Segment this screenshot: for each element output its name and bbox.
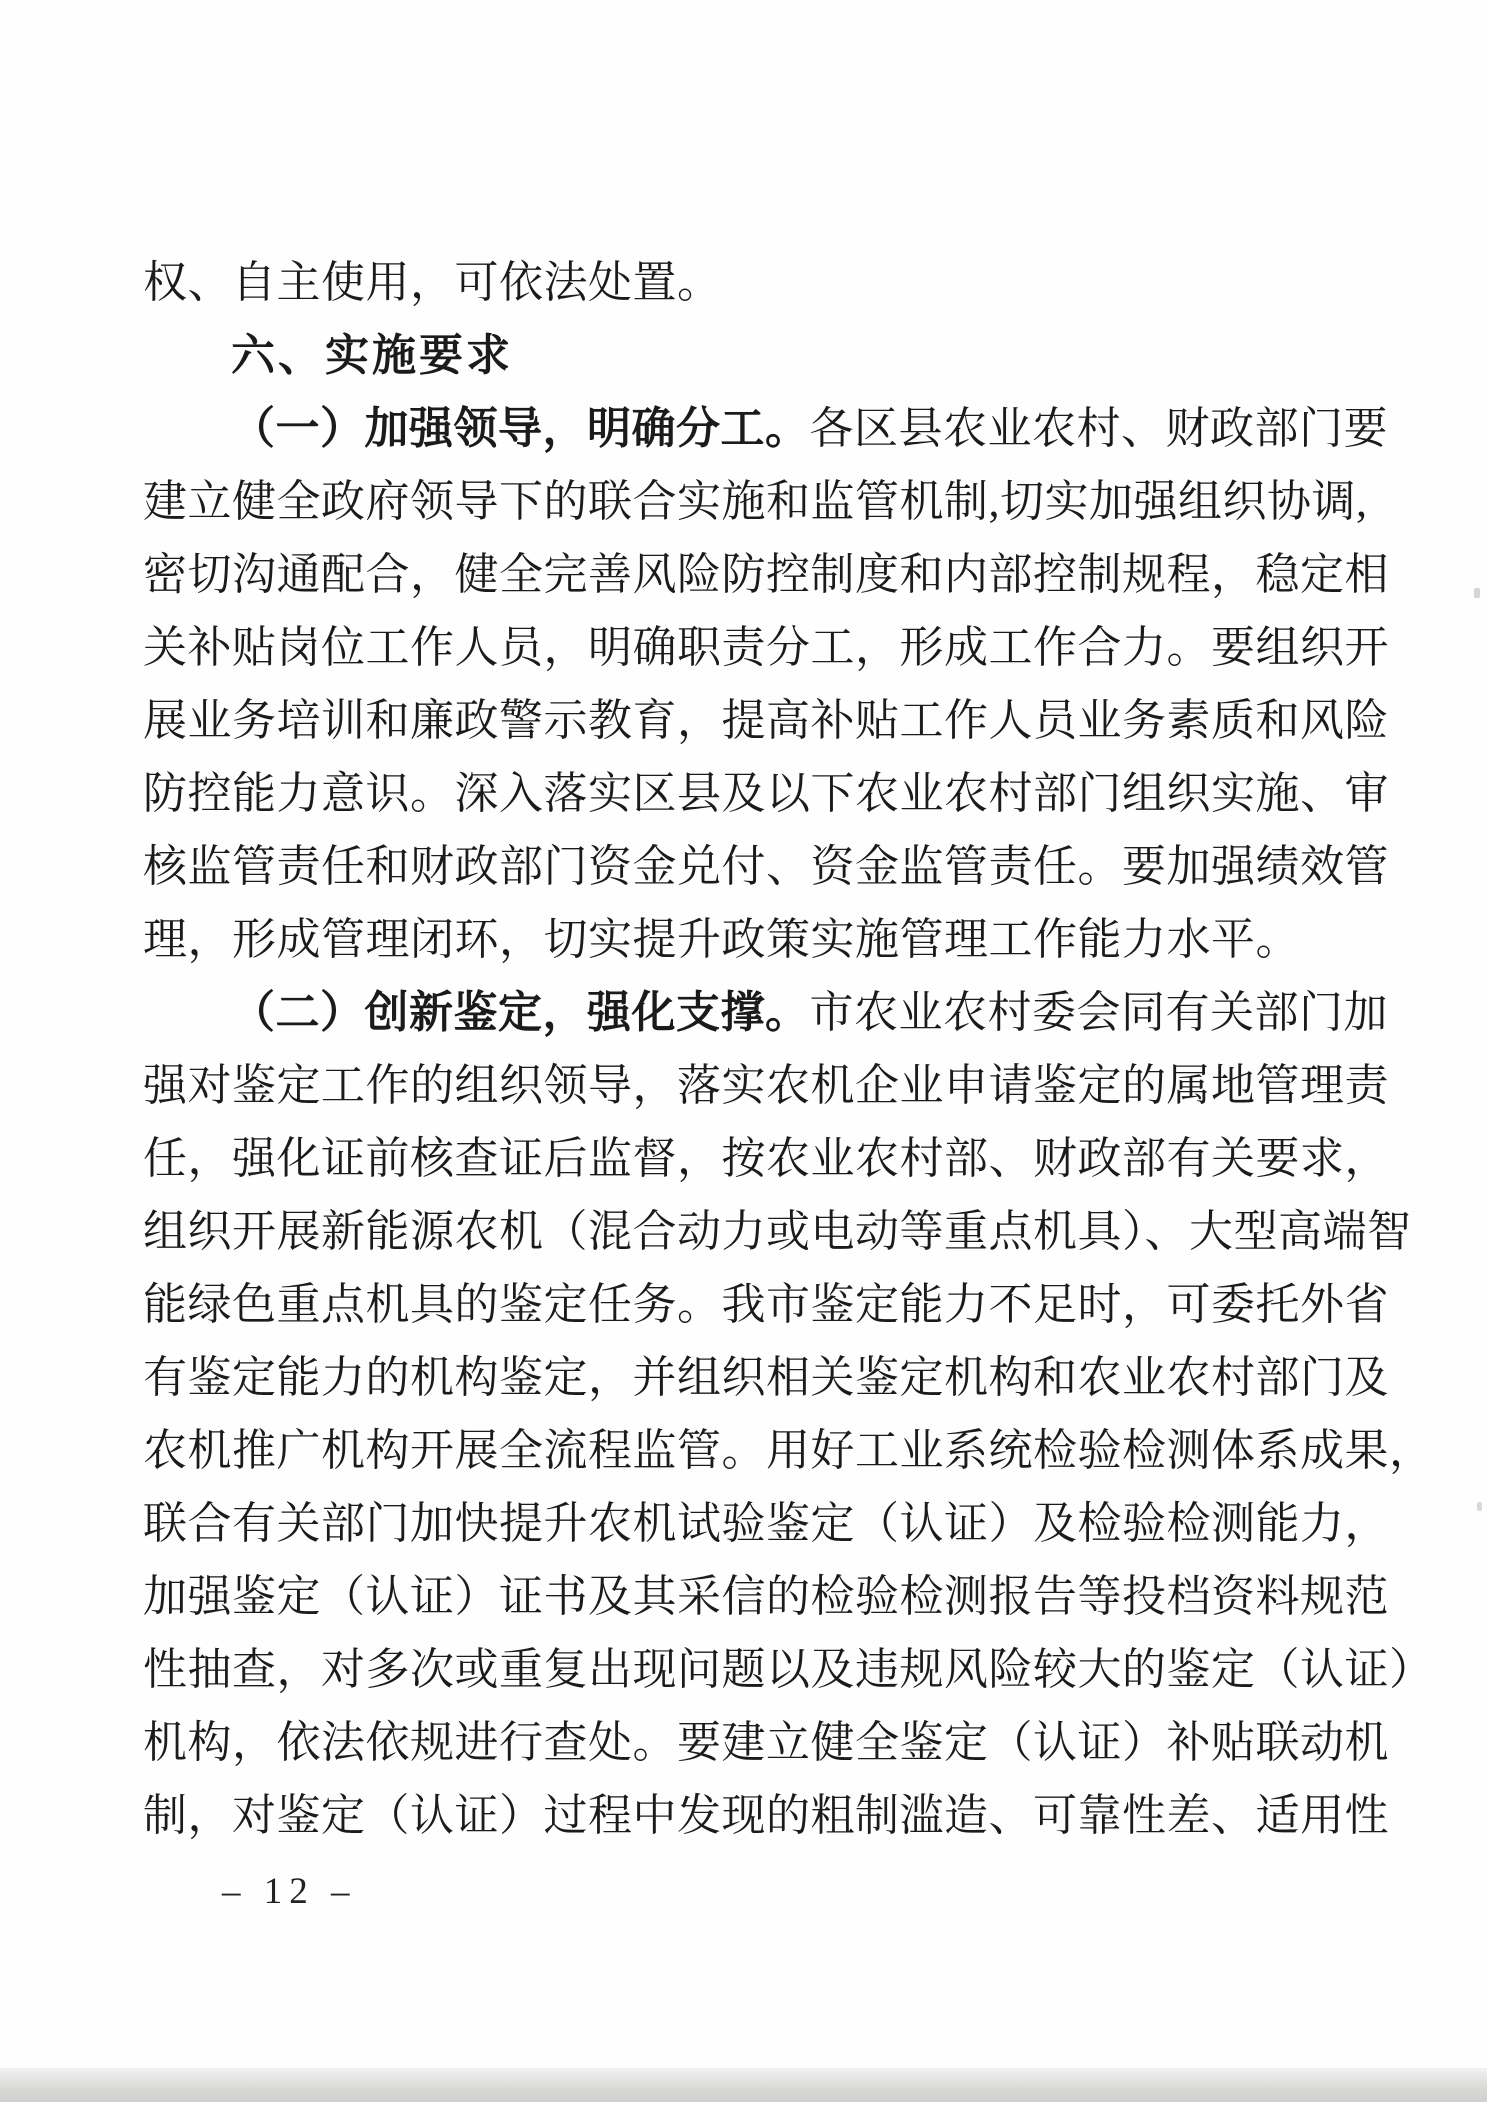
text-line: 联合有关部门加快提升农机试验鉴定（认证）及检验检测能力，	[143, 1499, 1389, 1548]
paragraph-1-lead: （一）加强领导，明确分工。	[231, 404, 810, 453]
text-line: 机构，依法依规进行查处。要建立健全鉴定（认证）补贴联动机	[143, 1718, 1389, 1767]
paragraph-2-first-line	[143, 976, 1388, 1049]
scan-artifact	[1474, 588, 1480, 598]
text-line: 建立健全政府领导下的联合实施和监管机制,切实加强组织协调,	[143, 477, 1368, 526]
text-line: 关补贴岗位工作人员，明确职责分工，形成工作合力。要组织开	[143, 623, 1389, 672]
page-number: – 12 –	[222, 1871, 357, 1912]
text-line: 性抽查，对多次或重复出现问题以及违规风险较大的鉴定（认证）	[143, 1645, 1434, 1694]
text-line: 能绿色重点机具的鉴定任务。我市鉴定能力不足时，可委托外省	[143, 1280, 1389, 1329]
paragraph-2-first-line-rest: 市农业农村委会同有关部门加	[809, 988, 1388, 1037]
scan-artifact	[1477, 1502, 1482, 1511]
section-heading: 六、实施要求	[231, 331, 513, 380]
continuation-line: 权、自主使用，可依法处置。	[143, 258, 722, 307]
text-line: 加强鉴定（认证）证书及其采信的检验检测报告等投档资料规范	[143, 1572, 1389, 1621]
text-line: 任，强化证前核查证后监督，按农业农村部、财政部有关要求，	[143, 1134, 1389, 1183]
text-line: 制，对鉴定（认证）过程中发现的粗制滥造、可靠性差、适用性	[143, 1791, 1389, 1840]
paragraph-1-first-line-rest: 各区县农业农村、财政部门要	[809, 404, 1388, 453]
text-line: 密切沟通配合，健全完善风险防控制度和内部控制规程，稳定相	[143, 550, 1389, 599]
text-line: 强对鉴定工作的组织领导，落实农机企业申请鉴定的属地管理责	[143, 1061, 1389, 1110]
scan-edge-artifact	[0, 2068, 1487, 2102]
text-line: 展业务培训和廉政警示教育，提高补贴工作人员业务素质和风险	[143, 696, 1389, 745]
paragraph-2-lead: （二）创新鉴定，强化支撑。	[231, 988, 810, 1037]
text-line: 核监管责任和财政部门资金兑付、资金监管责任。要加强绩效管	[143, 842, 1389, 891]
paragraph-1-first-line	[143, 392, 1388, 465]
document-body	[143, 246, 1434, 1852]
text-line: 防控能力意识。深入落实区县及以下农业农村部门组织实施、审	[143, 769, 1389, 818]
text-line: 有鉴定能力的机构鉴定，并组织相关鉴定机构和农业农村部门及	[143, 1353, 1389, 1402]
paragraph-1-last-line: 理，形成管理闭环，切实提升政策实施管理工作能力水平。	[143, 915, 1300, 964]
text-line: 农机推广机构开展全流程监管。用好工业系统检验检测体系成果，	[143, 1426, 1434, 1475]
text-line: 组织开展新能源农机（混合动力或电动等重点机具）、大型高端智	[143, 1207, 1412, 1256]
